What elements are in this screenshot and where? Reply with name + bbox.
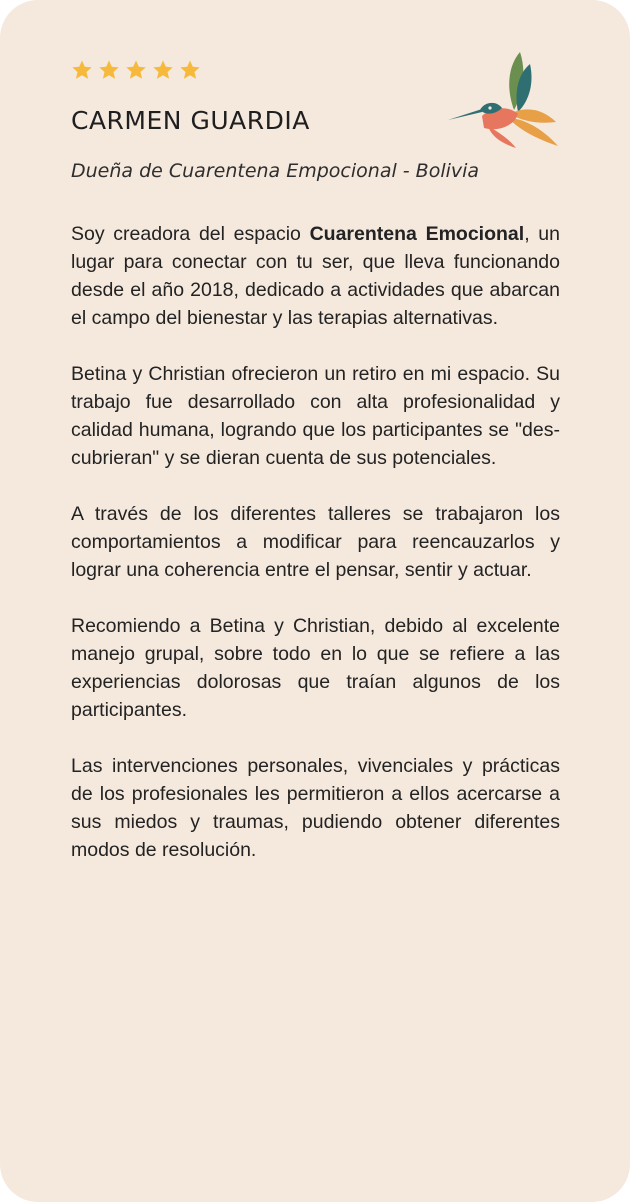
star-icon [178, 58, 202, 82]
person-name: CARMEN GUARDIA [71, 106, 310, 135]
paragraph: A través de los diferentes talleres se trabajaron los comportamientos a modificar para reencauzarlos y lograr una coherencia entre el pensar, sentir y actuar. [71, 503, 560, 581]
star-icon [97, 58, 121, 82]
paragraph: Betina y Christian ofrecieron un retiro en mi espacio. Su trabajo fue desarrollado con alta profesionalidad y calidad humana, logrando que los participantes se "des-cubrieran" y se dieran cuenta de sus potenciales. [71, 363, 560, 469]
paragraph-text: , un lugar para conectar con tu ser, que lleva funcionando desde el año 2018, dedicado a actividades que abarcan el campo del bienestar y las terapias alternativas. [71, 223, 560, 329]
hummingbird-icon [444, 48, 562, 150]
star-icon [70, 58, 94, 82]
star-rating [70, 58, 202, 82]
highlight-text: Cuarentena Emocional [309, 223, 525, 245]
paragraph: Las intervenciones personales, vivenciales y prácticas de los profesionales les permitieron a ellos acercarse a sus miedos y traumas, pudiendo obtener diferentes modos de resolución. [71, 755, 560, 861]
testimonial-text [71, 220, 560, 892]
star-icon [124, 58, 148, 82]
paragraph-text: Soy creadora del espacio [71, 223, 310, 245]
star-icon [151, 58, 175, 82]
paragraph: Recomiendo a Betina y Christian, debido al excelente manejo grupal, sobre todo en lo que se refiere a las experiencias dolorosas que traían algunos de los participantes. [71, 615, 560, 721]
paragraph [71, 220, 560, 332]
person-role: Dueña de Cuarentena Empocional - Bolivia [71, 160, 480, 182]
